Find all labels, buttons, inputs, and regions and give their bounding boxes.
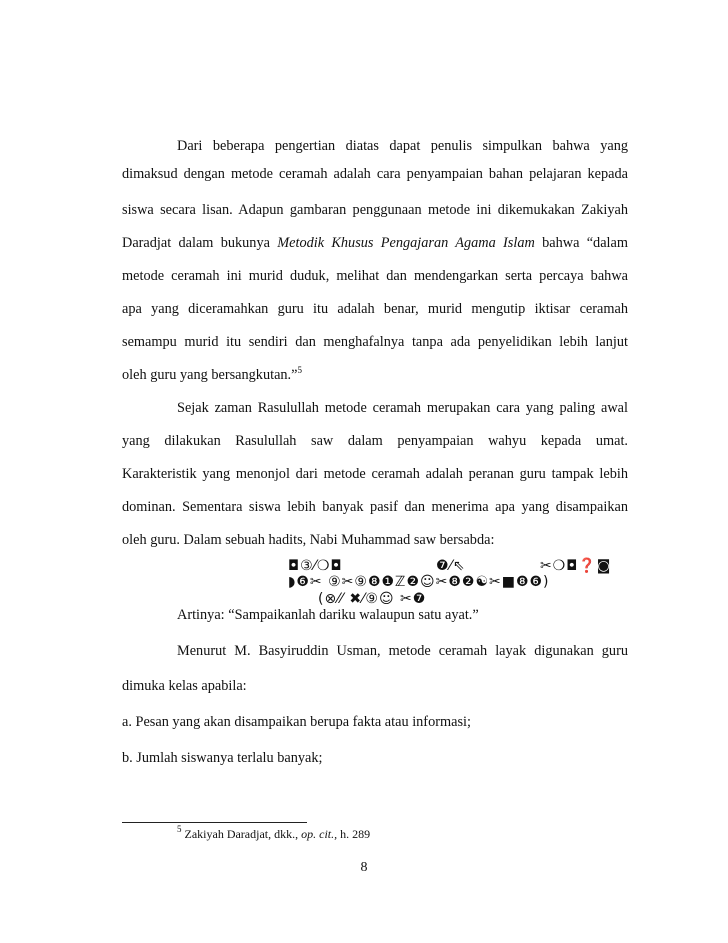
footnote-number: 5	[177, 824, 182, 834]
body-text-line	[122, 366, 628, 384]
list-item: b. Jumlah siswanya terlalu banyak;	[122, 750, 323, 766]
list-item: a. Pesan yang akan disampaikan berupa fakta atau informasi;	[122, 714, 471, 730]
footnote-text: h. 289	[337, 827, 371, 841]
body-text-line: Sejak zaman Rasulullah metode ceramah merupakan cara yang paling awal	[177, 400, 628, 416]
body-text-line: Dari beberapa pengertian diatas dapat penulis simpulkan bahwa yang	[177, 138, 628, 154]
body-text-line: Karakteristik yang menonjol dari metode ceramah adalah peranan guru tampak lebih	[122, 466, 628, 482]
arabic-text: ❼⁄⇖	[436, 558, 466, 574]
footnote	[177, 826, 370, 842]
body-text-line	[122, 234, 628, 252]
footnote-citation: op. cit.,	[301, 827, 338, 841]
footnote-ref: 5	[297, 365, 302, 375]
body-text-line: apa yang diceramahkan guru itu adalah benar, murid mengutip iktisar ceramah	[122, 301, 628, 317]
body-text-line: dominan. Sementara siswa lebih banyak pasif dan menerima apa yang disampaikan	[122, 499, 628, 515]
body-text-line: Menurut M. Basyiruddin Usman, metode ceramah layak digunakan guru	[177, 643, 628, 659]
body-text-line: siswa secara lisan. Adapun gambaran penggunaan metode ini dikemukakan Zakiyah	[122, 202, 628, 218]
footnote-divider	[122, 822, 307, 823]
text-segment: oleh guru yang bersangkutan.”	[122, 367, 298, 383]
book-title: Metodik Khusus Pengajaran Agama Islam	[277, 235, 535, 251]
arabic-text: (⊗⁄⁄ ✖⁄⑨☺ ✂❼	[318, 591, 427, 607]
body-text-line: oleh guru. Dalam sebuah hadits, Nabi Muhammad saw bersabda:	[122, 532, 495, 548]
footnote-text: Zakiyah Daradjat, dkk.,	[181, 827, 302, 841]
body-text-line: dimuka kelas apabila:	[122, 678, 247, 694]
body-text-line: semampu murid itu sendiri dan menghafalnya tanpa ada penyelidikan lebih lanjut	[122, 334, 628, 350]
body-text-line: metode ceramah ini murid duduk, melihat dan mendengarkan serta percaya bahwa	[122, 268, 628, 284]
body-text-line: yang dilakukan Rasulullah saw dalam penyampaian wahyu kepada umat.	[122, 433, 628, 449]
translation-line: Artinya: “Sampaikanlah dariku walaupun satu ayat.”	[177, 607, 479, 623]
text-segment: Daradjat dalam bukunya	[122, 235, 270, 251]
arabic-text: ◘③⁄❍◘	[288, 558, 343, 574]
text-segment: bahwa “dalam	[542, 235, 628, 251]
page-number: 8	[360, 860, 368, 875]
arabic-text: ◗❻✂ ⑨✂⑨❽❶ℤ❷☺✂❽❷☯✂■❽❻)	[288, 574, 550, 590]
arabic-text: ✂❍◘❓◙	[540, 558, 612, 574]
body-text-line: dimaksud dengan metode ceramah adalah cara penyampaian bahan pelajaran kepada	[122, 166, 628, 182]
